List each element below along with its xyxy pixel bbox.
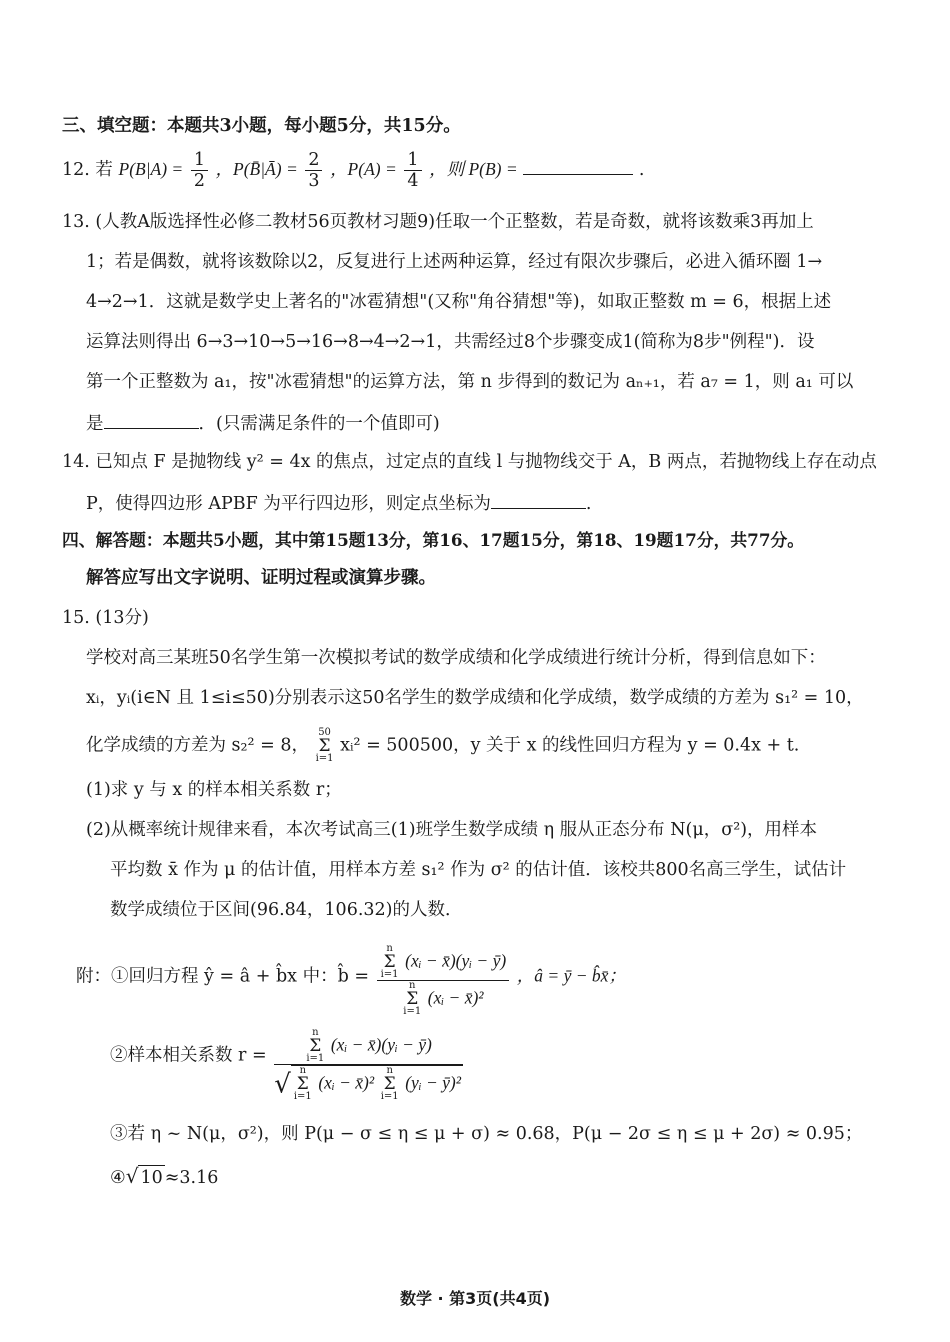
question-15-line-1: 学校对高三某班50名学生第一次模拟考试的数学成绩和化学成绩进行统计分析，得到信息如下： — [86, 648, 826, 668]
regression-a-formula: ，â = ȳ − b̂x̄； — [516, 965, 626, 986]
question-15-line-3 — [86, 728, 799, 768]
fraction-2-3: $\frac{2}{3}$ — [305, 150, 322, 191]
question-15-part-2-line-2: 平均数 x̄ 作为 μ 的估计值，用样本方差 s₁² 作为 σ² 的估计值．该校共800名高三学生，试估计 — [110, 860, 847, 880]
question-15-score: (13分) — [95, 608, 149, 628]
answer-blank-12 — [523, 156, 633, 175]
question-15-line-2: xᵢ，yᵢ(i∈N 且 1≤i≤50)分别表示这50名学生的数学成绩和化学成绩，数学成绩的方差为 s₁² = 10， — [86, 688, 864, 708]
question-15-number: 15. — [62, 608, 90, 628]
fraction-1-2: $\frac{1}{2}$ — [191, 150, 208, 191]
question-14-line-1 — [62, 450, 877, 474]
appendix-item-4: ④√ 10 ≈3.16 — [110, 1164, 219, 1188]
fraction-1-4: $\frac{1}{4}$ — [404, 150, 421, 191]
question-12-number: 12. — [62, 160, 90, 180]
appendix-item-1 — [76, 943, 626, 1017]
appendix-item-3: ③若 η ~ N(μ，σ²)，则 P(μ − σ ≤ η ≤ μ + σ) ≈ 0.68，P(μ − 2σ ≤ η ≤ μ + 2σ) ≈ 0.95； — [110, 1124, 863, 1144]
answer-blank-14 — [491, 490, 586, 509]
question-12-p3: ，P(A) = — [330, 159, 397, 179]
question-14-line-2 — [86, 490, 591, 516]
question-14-number: 14. — [62, 452, 90, 472]
question-12-p2: ，P(B̄|Ā) = — [215, 159, 298, 179]
correlation-label: ②样本相关系数 r = — [110, 1045, 267, 1066]
question-14-text-2a: P，使得四边形 APBF 为平行四边形，则定点坐标为 — [86, 494, 491, 514]
question-13-line-6 — [86, 410, 440, 436]
section-4-subheader: 解答应写出文字说明、证明过程或演算步骤。 — [86, 568, 436, 588]
question-15-part-2-line-3: 数学成绩位于区间(96.84，106.32)的人数． — [110, 900, 463, 920]
appendix-item-4-marker: ④ — [110, 1168, 126, 1188]
page-footer: 数学 · 第3页(共4页) — [399, 1289, 551, 1308]
answer-blank-13 — [104, 410, 199, 429]
section-4-header: 四、解答题：本题共5小题，其中第15题13分，第16、17题15分，第18、19题17分，共77分。 — [62, 530, 805, 550]
appendix-item-2 — [110, 1028, 465, 1108]
regression-b-fraction: n Σ i=1 (xᵢ − x̄)(yᵢ − ȳ) n Σ i=1 (xᵢ − x̄)² — [377, 944, 510, 1017]
question-13-number: 13. — [62, 212, 90, 232]
question-14-text-1: 已知点 F 是抛物线 y² = 4x 的焦点，过定点的直线 l 与抛物线交于 A，B 两点，若抛物线上存在动点 — [95, 452, 877, 472]
correlation-fraction: n Σ i=1 (xᵢ − x̄)(yᵢ − ȳ) √ n Σ i=1 (xᵢ − x̄)² n Σ i=1 (yᵢ − ȳ)² — [274, 1027, 461, 1102]
section-3-header: 三、填空题：本题共3小题，每小题5分，共15分。 — [62, 116, 461, 136]
appendix-label: 附：①回归方程 ŷ = â + b̂x 中：b̂ = — [76, 966, 370, 987]
question-15-text-3a: 化学成绩的方差为 s₂² = 8， — [86, 735, 309, 756]
question-13-text-1: (人教A版选择性必修二教材56页教材习题9)任取一个正整数，若是奇数，就将该数乘3再加上 — [95, 212, 814, 232]
question-13-line-4: 运算法则得出 6→3→10→5→16→8→4→2→1，共需经过8个步骤变成1(简称为8步"例程")．设 — [86, 332, 815, 352]
question-13-line-3: 4→2→1．这就是数学史上著名的"冰雹猜想"(又称"角谷猜想"等)，如取正整数 m = 6，根据上述 — [86, 292, 832, 312]
appendix-item-4-value: ≈3.16 — [164, 1168, 219, 1188]
question-12-p1: P(B|A) = — [118, 159, 184, 179]
question-12-end: . — [638, 160, 645, 180]
question-15-text-3b: xᵢ² = 500500，y 关于 x 的线性回归方程为 y = 0.4x + t. — [340, 735, 800, 756]
question-13-line-2: 1；若是偶数，就将该数除以2，反复进行上述两种运算，经过有限次步骤后，必进入循环圈 1→ — [86, 252, 823, 272]
question-15-header — [62, 606, 149, 630]
question-15-part-2-line-1: (2)从概率统计规律来看，本次考试高三(1)班学生数学成绩 η 服从正态分布 N(μ，σ²)，用样本 — [86, 820, 818, 840]
question-12-prefix: 若 — [95, 160, 113, 180]
question-12 — [62, 150, 644, 190]
question-14-text-2b: . — [585, 494, 592, 514]
question-13-text-6b: ．(只需满足条件的一个值即可) — [198, 414, 440, 434]
question-15-part-1: (1)求 y 与 x 的样本相关系数 r； — [86, 780, 342, 800]
question-12-tail: ，则 P(B) = — [429, 159, 518, 179]
question-13-text-6a: 是 — [86, 414, 104, 434]
question-13-line-5: 第一个正整数为 a₁，按"冰雹猜想"的运算方法，第 n 步得到的数记为 aₙ₊₁，若 a₇ = 1，则 a₁ 可以 — [86, 372, 854, 392]
sqrt-radicand: 10 — [138, 1165, 164, 1190]
question-13-line-1 — [62, 210, 814, 234]
summation-symbol: 50 Σ i=1 — [315, 727, 334, 764]
